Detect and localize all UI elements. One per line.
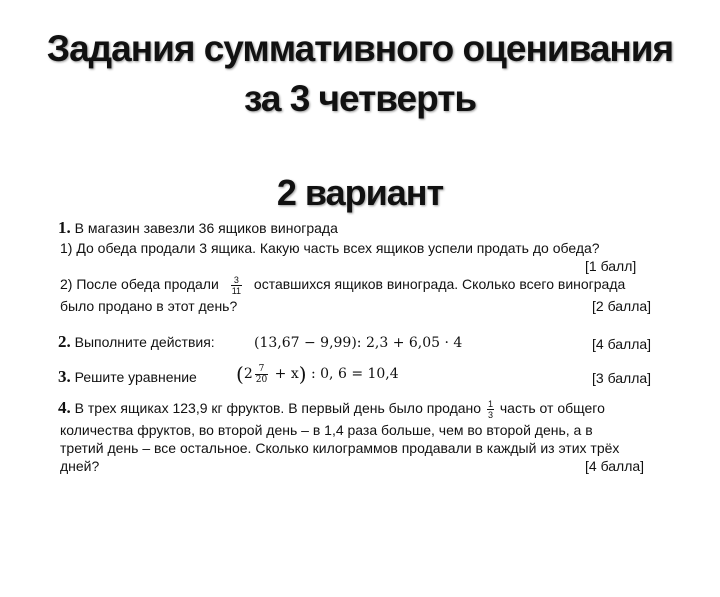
task-1-question-1: 1) До обеда продали 3 ящика. Какую часть всех ящиков успели продать до обеда? [60,240,600,256]
equation-whole: 2 [243,366,253,382]
task-3-text: Решите уравнение [74,369,197,385]
task-3-score: [3 балла] [592,370,652,386]
page-title: Задания суммативного оценивания [46,28,674,69]
task-2 [58,332,215,352]
equation-rest: + x [274,366,299,382]
task-4-line-1 [58,398,605,420]
task-3 [58,367,197,387]
task-2-text: Выполните действия: [74,334,215,350]
task-3-equation: (2 $\frac{7}{20}$ + x) : 0, 6 = 10,4 [236,362,399,386]
variant-heading: 2 вариант [276,172,444,213]
fraction-denominator: 11 [231,286,242,296]
task-1-question-2 [60,275,625,296]
task-4-fraction: $\frac{1}{3}$ [487,398,493,420]
task-1-intro-text: В магазин завезли 36 ящиков винограда [74,220,338,236]
fraction-numerator: 3 [233,275,239,285]
task-1-q2-line2: было продано в этот день? [60,298,238,314]
task-4-score: [4 балла] [585,458,645,474]
task-4-line-4: дней? [60,458,100,474]
task-1-q2-post: оставшихся ящиков винограда. Сколько всего винограда [253,276,626,293]
task-2-expression: (13,67 − 9,99): 2,3 + 6,05 · 4 [254,335,463,351]
task-4-line1-pre: В трех ящиках 123,9 кг фруктов. В первый день было продано [74,400,482,416]
task-1-q2-pre: 2) После обеда продали [60,276,219,293]
equation-fraction: $\frac{7}{20}$ [255,363,268,385]
task-1-intro [58,218,338,238]
task-4-line-3: третий день – все остальное. Сколько килограммов продавали в каждый из этих трёх [60,440,620,456]
task-1-fraction [231,275,242,296]
task-3-number: 3. [58,367,71,386]
task-2-score: [4 балла] [592,336,652,352]
page-subtitle: за 3 четверть [243,78,477,119]
task-1-number: 1. [58,218,71,237]
equation-tail: : 0, 6 = 10,4 [310,366,399,382]
task-4-line1-post: часть от общего [499,400,605,416]
task-4-number: 4. [58,398,71,417]
task-2-number: 2. [58,332,71,351]
task-4-line-2: количества фруктов, во второй день – в 1,4 раза больше, чем во второй день, а в [60,422,593,438]
task-1-score-1: [1 балл] [585,258,637,274]
task-1-score-2: [2 балла] [592,298,652,314]
